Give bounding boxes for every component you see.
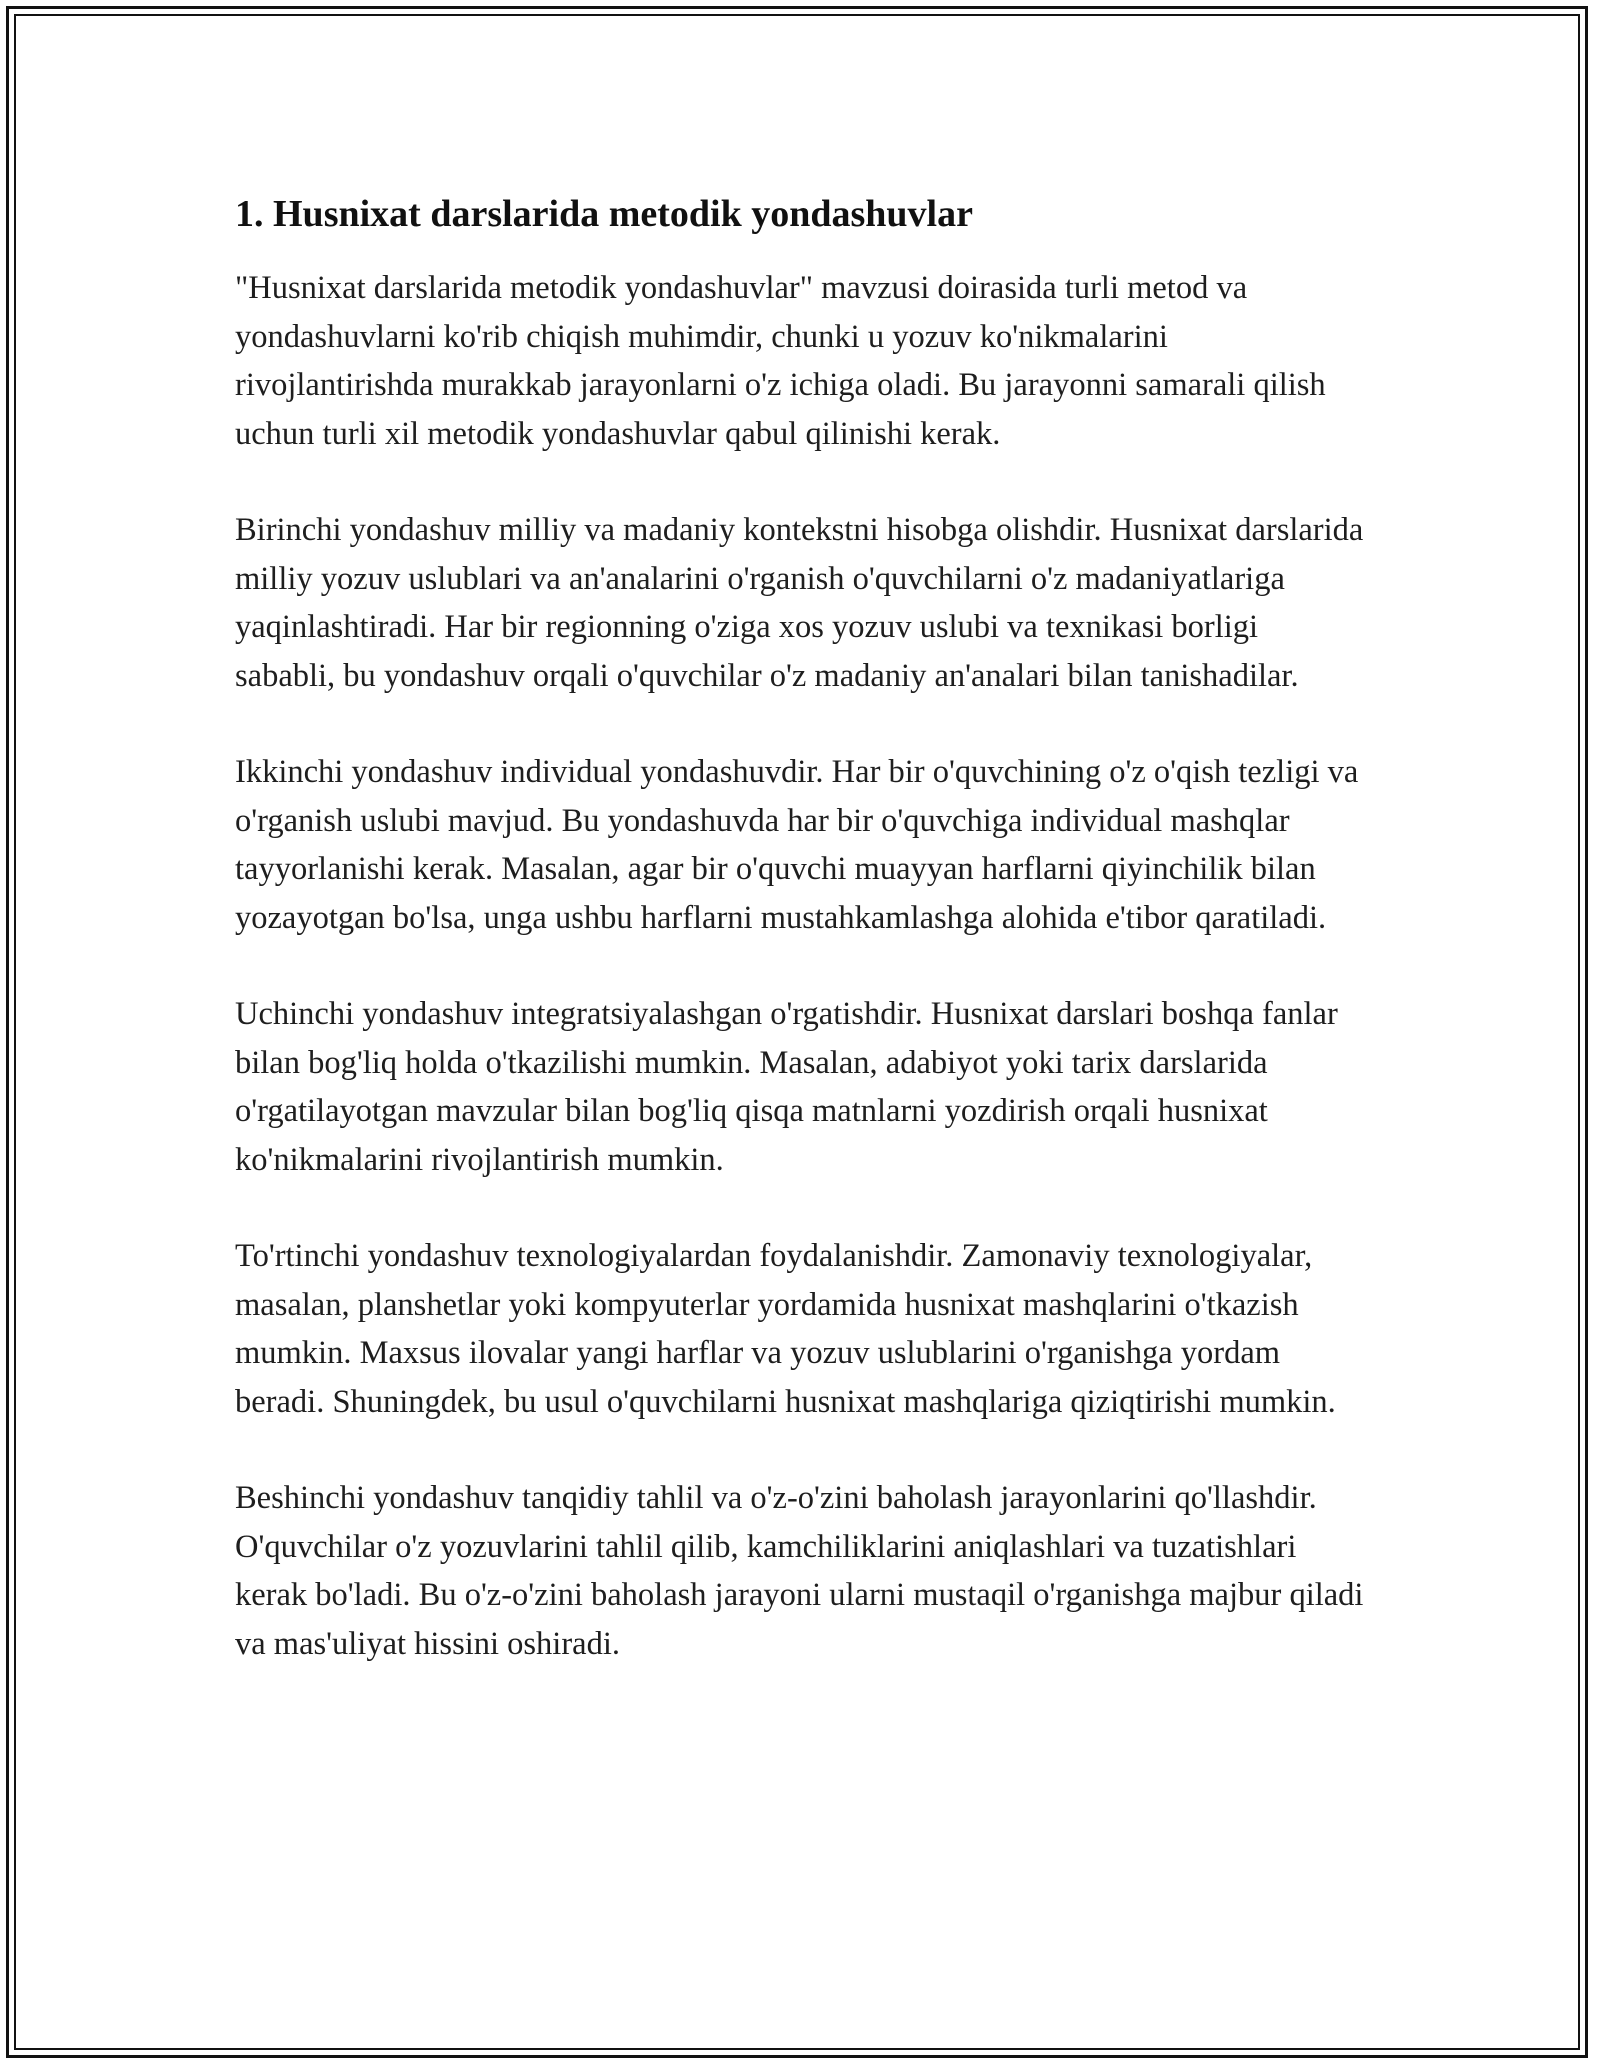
paragraph-intro: "Husnixat darslarida metodik yondashuvlar" mavzusi doirasida turli metod va yondashuvlarni ko'rib chiqish muhimdir, chunki u yozuv ko'nikmalarini rivojlantirishda murakkab jarayonlarni o'z ichiga oladi. Bu jarayonni samarali qilish uchun turli xil metodik yondashuvlar qabul qilinishi kerak. <box>235 270 1326 452</box>
paragraph-second-approach: Ikkinchi yondashuv individual yondashuvdir. Har bir o'quvchining o'z o'qish tezligi va o'rganish uslubi mavjud. Bu yondashuvda har bir o'quvchiga individual mashqlar tayyorlanishi kerak. Masalan, agar bir o'quvchi muayyan harflarni qiyinchilik bilan yozayotgan bo'lsa, unga ushbu harflarni mustahkamlashga alohida e'tibor qaratiladi. <box>235 754 1359 936</box>
paragraph-fifth-approach: Beshinchi yondashuv tanqidiy tahlil va o'z-o'zini baholash jarayonlarini qo'llashdir. O'quvchilar o'z yozuvlarini tahlil qilib, kamchiliklarini aniqlashlari va tuzatishlari kerak bo'ladi. Bu o'z-o'zini baholash jarayoni ularni mustaqil o'rganishga majbur qiladi va mas'uliyat hissini oshiradi. <box>235 1480 1364 1662</box>
section-heading: 1. Husnixat darslarida metodik yondashuvlar <box>235 193 973 235</box>
paragraph-third-approach: Uchinchi yondashuv integratsiyalashgan o'rgatishdir. Husnixat darslari boshqa fanlar bilan bog'liq holda o'tkazilishi mumkin. Masalan, adabiyot yoki tarix darslarida o'rgatilayotgan mavzular bilan bog'liq qisqa matnlarni yozdirish orqali husnixat ko'nikmalarini rivojlantirish mumkin. <box>235 996 1338 1178</box>
document-content <box>235 186 1365 1716</box>
paragraph-fourth-approach: To'rtinchi yondashuv texnologiyalardan foydalanishdir. Zamonaviy texnologiyalar, masalan, planshetlar yoki kompyuterlar yordamida husnixat mashqlarini o'tkazish mumkin. Maxsus ilovalar yangi harflar va yozuv uslublarini o'rganishga yordam beradi. Shuningdek, bu usul o'quvchilarni husnixat mashqlariga qiziqtirishi mumkin. <box>235 1238 1336 1420</box>
paragraph-first-approach: Birinchi yondashuv milliy va madaniy kontekstni hisobga olishdir. Husnixat darslarida milliy yozuv uslublari va an'analarini o'rganish o'quvchilarni o'z madaniyatlariga yaqinlashtiradi. Har bir regionning o'ziga xos yozuv uslubi va texnikasi borligi sababli, bu yondashuv orqali o'quvchilar o'z madaniy an'analari bilan tanishadilar. <box>235 512 1364 694</box>
